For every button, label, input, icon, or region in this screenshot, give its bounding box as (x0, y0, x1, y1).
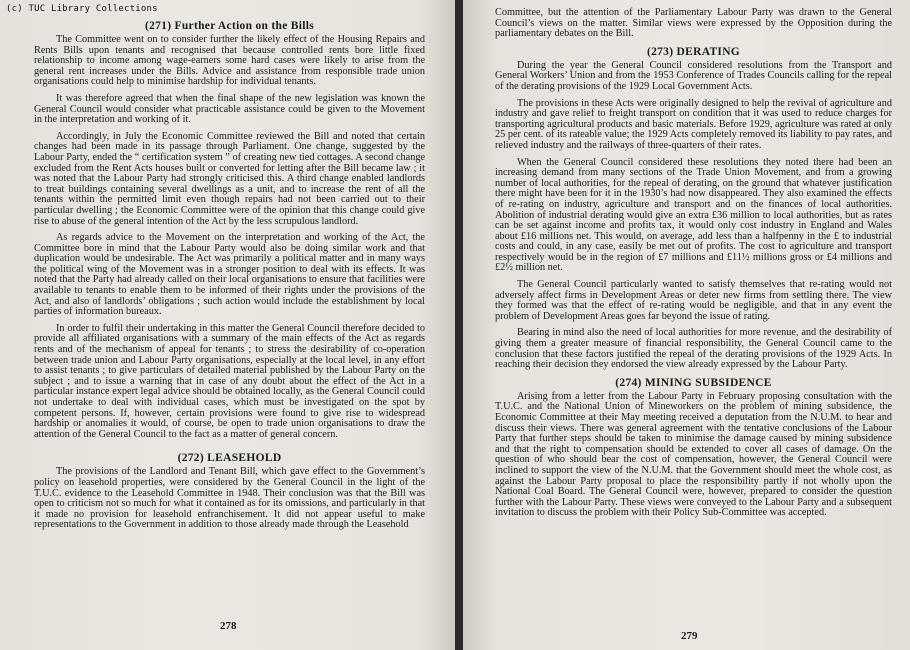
section-heading-271: (271) Further Action on the Bills (144, 20, 315, 32)
paragraph: The provisions in these Acts were originally designed to help the revival of agriculture and industry and gave relief to freight transport on condition that it was used to reduce charges for transporting agricultural products and basic materials. Before 1929, agriculture was rated at only 25 per cent. of its rateable value; the 1929 Acts completely removed its liability to pay rates, and relieved industry and the railways of three-quarters of their rates. (495, 97, 892, 151)
section-heading-273: (273) DERATING (646, 45, 741, 58)
page-number: 279 (681, 630, 698, 642)
book-gutter (455, 0, 463, 650)
copyright-watermark: (c) TUC Library Collections (6, 4, 158, 14)
paragraph: It was therefore agreed that when the final shape of the new legislation was known the General Council would consider what practicable assistance could be given to the Movement in the interpretation and working of it. (34, 92, 425, 126)
paragraph: When the General Council considered these resolutions they noted there had been an increasing demand from many sections of the Trade Union Movement, and from a growing number of local authorities, for the repeal of derating, on the ground that whatever justification there might have been for it in the 1930’s had now disappeared. They also examined the effects of re-rating on industry, agriculture and transport and on the finances of local authorities. Abolition of industrial derating would give an extra £36 million to local authorities, but as rates can be set against income and profits tax, it would only cost industry in England and Wales about £16 millions net. This would, on average, add less than a halfpenny in the £ to industrial costs and could, in any case, easily be met out of profits. The cost to agriculture and transport respectively would be in the region of £7 millions and £11½ millions gross or £4 millions and £2½ million net. (495, 156, 892, 274)
paragraph: The General Council particularly wanted to satisfy themselves that re-rating would not adversely affect firms in Development Areas or deter new firms from settling there. The view they formed was that the effect of re-rating would be negligible, and that in any event the problem of Development Areas goes far beyond the issue of rating. (495, 279, 892, 322)
right-page (463, 0, 910, 650)
paragraph: The provisions of the Landlord and Tenant Bill, which gave effect to the Government’s policy on leasehold properties, were considered by the General Council in the light of the T.U.C. evidence to the Leasehold Committee in 1948. Their conclusion was that the Bill was open to criticism not so much for what it contained as for its omissions, and particularly in that it made no provision for leasehold enfranchisement. It did not appear useful to make representations to the Government in addition to those already made through the Leasehold (34, 466, 425, 531)
paragraph: Arising from a letter from the Labour Party in February proposing consultation with the T.U.C. and the National Union of Mineworkers on the problem of mining subsidence, the Economic Committee at their May meeting received a deputation from the N.U.M. to hear and discuss their views. There was general agreement with the tentative conclusions of the Labour Party that further steps should be taken to minimise the damage caused by mining subsidence and that the right to compensation should be extended to cover all cases of damage. On the question of who should bear the cost of compensation, however, the General Council were inclined to support the view of the N.U.M. that the Government should meet the whole cost, as against the Labour Party proposal to place the responsibility partly if not wholly upon the National Coal Board. The General Council were, however, prepared to consider the question further with the Labour Party. These views were conveyed to the Labour Party and a subsequent invitation to discuss the problem with their Policy Sub-Committee was accepted. (495, 390, 892, 519)
section-heading-272: (272) LEASEHOLD (177, 452, 282, 465)
section-heading-274: (274) MINING SUBSIDENCE (615, 376, 772, 389)
paragraph: Committee, but the attention of the Parliamentary Labour Party was drawn to the General Council’s views on the matter. Similar views were expressed by the Opposition during the parliamentary debates on the Bill. (495, 7, 892, 40)
paragraph: During the year the General Council considered resolutions from the Transport and General Workers’ Union and from the 1953 Conference of Trades Councils calling for the repeal of the derating provisions of the 1929 Local Government Acts. (495, 59, 892, 92)
paragraph: The Committee went on to consider further the likely effect of the Housing Repairs and Rents Bills upon tenants and recognised that because controlled rents bore little fixed relationship to income among wage-earners some hard cases were likely to arise from the general rent increases under the Bills. Advice and assistance from responsible trade union organisations could help to minimise hardship for individual tenants. (34, 34, 425, 88)
paragraph: Bearing in mind also the need of local authorities for more revenue, and the desirability of giving them a greater measure of financial responsibility, the General Council came to the conclusion that these factors justified the repeal of the derating provisions of the 1929 Acts. In reaching their decision they endorsed the view already expressed by the Labour Party. (495, 327, 892, 371)
paragraph: In order to fulfil their undertaking in this matter the General Council therefore decided to provide all affiliated organisations with a summary of the main effects of the Act as regards rents and of the mechanism of appeal for tenants ; to stress the desirability of co-operation between trade union and Labour Party organisations, especially at the local level, in any effort to assist tenants ; to give particulars of detailed material published by the Labour Party on the subject ; and to issue a warning that in case of any doubt about the effect of the Act in a particular instance expert legal advice should be obtained locally, as the General Council could not undertake to deal with individual cases, which must be investigated on the spot by competent persons. If, however, certain provisions were found to give rise to widespread hardship or anomalies it would, of course, be open to trade union organisations to draw the attention of the General Council to the fact as a matter of general concern. (34, 322, 425, 440)
paragraph: Accordingly, in July the Economic Committee reviewed the Bill and noted that certain changes had been made in its passage through Parliament. One change, suggested by the Labour Party, ended the “ certification system ” of creating new tied cottages. A second change excluded from the Rent Acts houses built or converted for letting after the Bill became law ; it was noted that the Labour Party had strongly criticised this. A third change enabled landlords to treat buildings containing several dwellings as a unit, and to increase the rent of all the tenants within the permitted limit even though repairs had not been carried out to their particular dwelling ; the Economic Committee were of the opinion that this change could give rise to abuse of the general intention of the Act by the less scrupulous landlord. (34, 130, 425, 227)
page-number: 278 (220, 620, 237, 632)
paragraph: As regards advice to the Movement on the interpretation and working of the Act, the Committee bore in mind that the Labour Party would also be doing similar work and that duplication would be undesirable. The Act was primarily a political matter and in many ways the political wing of the Movement was in a stronger position to deal with its effects. It was noted that the Party had already called on their local organisations to ensure that facilities were available to tenants to enable them to be informed of their rights under the provisions of the Act, and also of landlords’ obligations ; such action would include the establishment by local parties of information bureaux. (34, 232, 425, 318)
